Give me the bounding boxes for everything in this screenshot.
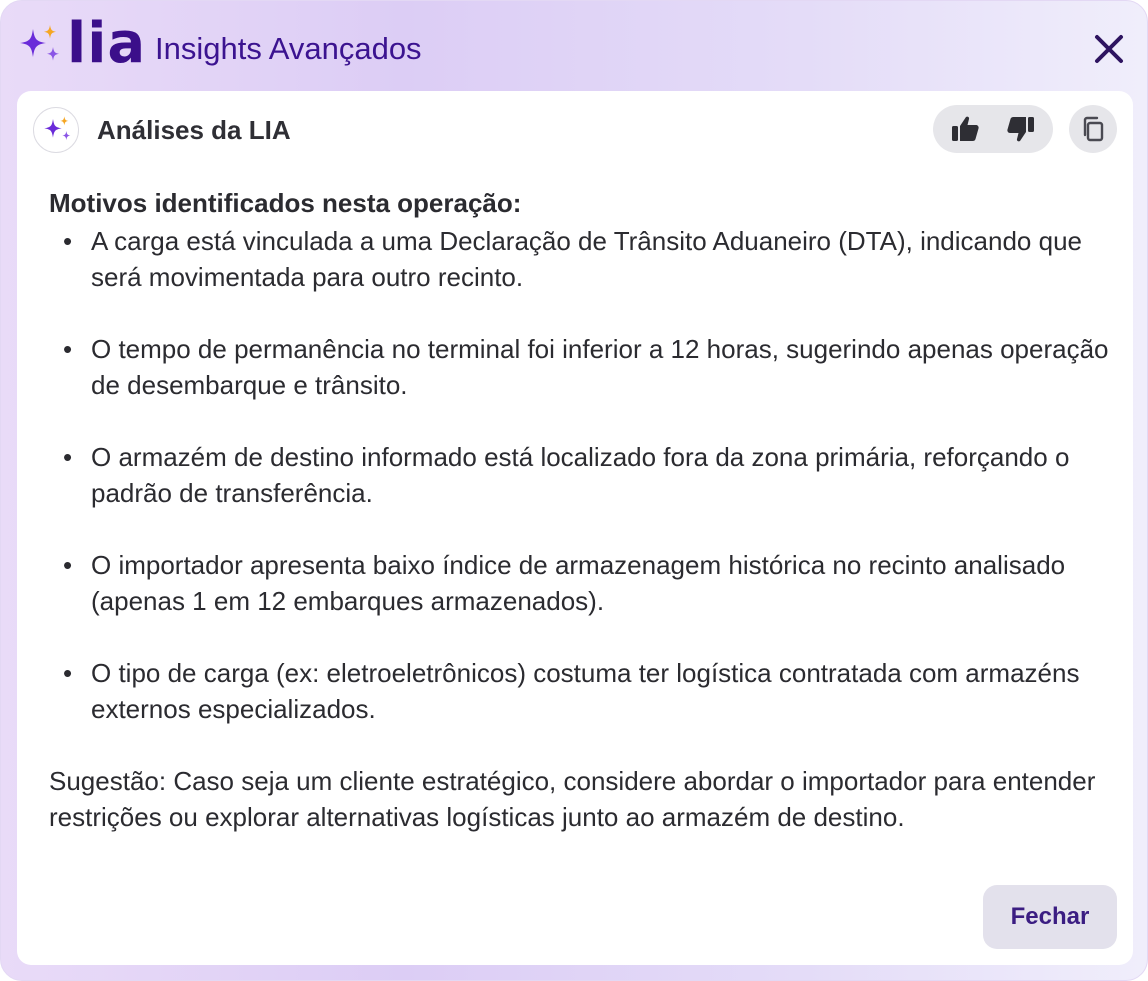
bullet: • [63,226,73,256]
copy-icon [1080,116,1106,142]
list-item [49,331,1109,403]
motives-heading: Motivos identificados nesta operação: [49,188,522,218]
reason-text: A carga está vinculada a uma Declaração de Trânsito Aduaneiro (DTA), indicando que será movimentada para outro recinto. [91,226,1082,292]
list-item [49,439,1109,511]
sparkle-icon [15,23,63,71]
thumb-up-icon[interactable] [949,113,981,145]
bullet: • [63,334,73,364]
thumb-down-icon[interactable] [1005,113,1037,145]
card-title: Análises da LIA [97,115,291,145]
close-dialog-button[interactable]: Fechar [983,885,1117,949]
bullet: • [63,550,73,580]
list-item [49,547,1109,619]
reason-text: O armazém de destino informado está localizado fora da zona primária, reforçando o padrão de transferência. [91,442,1070,508]
list-item [49,223,1109,295]
list-item [49,655,1109,727]
analysis-content [49,183,1109,835]
suggestion-text: Sugestão: Caso seja um cliente estratégico, considere abordar o importador para entender restrições ou explorar alternativas logísticas junto ao armazém de destino. [49,766,1096,832]
sparkle-icon [41,115,73,147]
copy-button[interactable] [1069,105,1117,153]
bullet: • [63,442,73,472]
reason-text: O tipo de carga (ex: eletroeletrônicos) costuma ter logística contratada com armazéns externos especializados. [91,658,1080,724]
reasons-list [49,223,1109,727]
dialog-title: Insights Avançados [155,31,422,66]
close-button[interactable] [1089,29,1129,69]
reason-text: O importador apresenta baixo índice de armazenagem histórica no recinto analisado (apenas 1 em 12 embarques armazenados). [91,550,1066,616]
dialog-header [1,1,1148,91]
close-icon [1089,29,1129,69]
reason-text: O tempo de permanência no terminal foi inferior a 12 horas, sugerindo apenas operação de desembarque e trânsito. [91,334,1109,400]
lia-logo: lia [67,11,147,76]
avatar [33,107,79,153]
analysis-card [17,91,1133,965]
bullet: • [63,658,73,688]
feedback-buttons [933,105,1053,153]
